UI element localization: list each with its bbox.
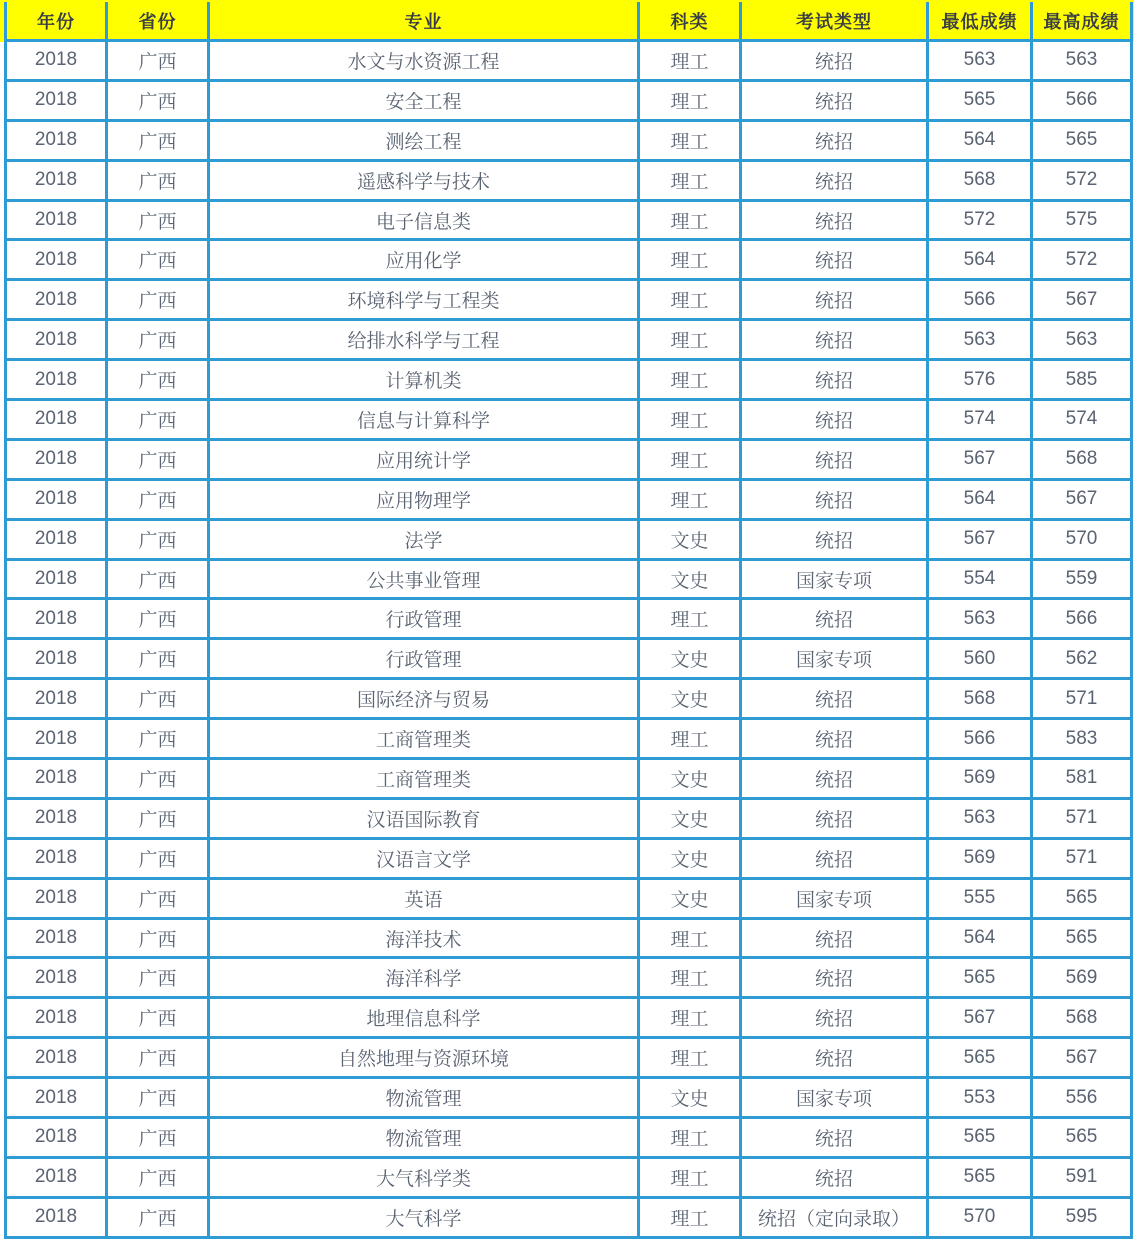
table-row	[6, 240, 1132, 280]
column-header-exam-type: 考试类型	[741, 2, 928, 41]
table-row	[6, 599, 1132, 639]
table-cell-year: 2018	[6, 360, 107, 400]
table-cell-exam-type: 统招	[741, 80, 928, 120]
table-cell-province: 广西	[107, 559, 209, 599]
table-cell-min-score: 566	[928, 280, 1032, 320]
table-cell-year: 2018	[6, 400, 107, 440]
table-cell-min-score: 566	[928, 719, 1032, 759]
table-cell-province: 广西	[107, 479, 209, 519]
table-cell-category: 文史	[639, 639, 741, 679]
table-row	[6, 639, 1132, 679]
table-cell-major: 遥感科学与技术	[209, 160, 639, 200]
table-cell-major: 大气科学	[209, 1197, 639, 1237]
table-cell-exam-type: 国家专项	[741, 559, 928, 599]
table-cell-year: 2018	[6, 160, 107, 200]
table-cell-year: 2018	[6, 200, 107, 240]
table-cell-year: 2018	[6, 918, 107, 958]
table-row	[6, 80, 1132, 120]
table-cell-category: 理工	[639, 360, 741, 400]
table-cell-min-score: 564	[928, 120, 1032, 160]
table-cell-year: 2018	[6, 280, 107, 320]
table-cell-province: 广西	[107, 958, 209, 998]
column-header-min-score: 最低成绩	[928, 2, 1032, 41]
table-cell-province: 广西	[107, 200, 209, 240]
table-cell-major: 电子信息类	[209, 200, 639, 240]
table-cell-max-score: 595	[1032, 1197, 1132, 1237]
table-cell-min-score: 563	[928, 599, 1032, 639]
table-cell-major: 应用化学	[209, 240, 639, 280]
table-cell-min-score: 560	[928, 639, 1032, 679]
table-cell-max-score: 565	[1032, 918, 1132, 958]
table-cell-year: 2018	[6, 998, 107, 1038]
table-cell-province: 广西	[107, 519, 209, 559]
table-cell-year: 2018	[6, 1157, 107, 1197]
table-cell-category: 文史	[639, 1078, 741, 1118]
table-cell-category: 理工	[639, 958, 741, 998]
table-cell-category: 理工	[639, 160, 741, 200]
table-cell-major: 汉语国际教育	[209, 798, 639, 838]
table-cell-category: 理工	[639, 439, 741, 479]
table-cell-province: 广西	[107, 320, 209, 360]
table-cell-exam-type: 统招	[741, 958, 928, 998]
table-row	[6, 759, 1132, 799]
table-cell-min-score: 570	[928, 1197, 1032, 1237]
table-cell-category: 理工	[639, 1157, 741, 1197]
table-cell-min-score: 554	[928, 559, 1032, 599]
table-cell-exam-type: 统招	[741, 519, 928, 559]
table-header	[6, 2, 1132, 41]
table-cell-province: 广西	[107, 120, 209, 160]
table-cell-category: 理工	[639, 200, 741, 240]
table-cell-exam-type: 国家专项	[741, 639, 928, 679]
table-cell-exam-type: 统招	[741, 320, 928, 360]
table-cell-province: 广西	[107, 1157, 209, 1197]
table-cell-province: 广西	[107, 798, 209, 838]
table-row	[6, 878, 1132, 918]
table-row	[6, 1197, 1132, 1237]
table-cell-min-score: 563	[928, 798, 1032, 838]
table-cell-max-score: 572	[1032, 160, 1132, 200]
table-cell-max-score: 571	[1032, 798, 1132, 838]
table-cell-province: 广西	[107, 80, 209, 120]
table-cell-province: 广西	[107, 679, 209, 719]
table-cell-major: 行政管理	[209, 639, 639, 679]
table-cell-major: 法学	[209, 519, 639, 559]
table-cell-exam-type: 统招	[741, 120, 928, 160]
table-cell-category: 理工	[639, 479, 741, 519]
table-cell-major: 物流管理	[209, 1118, 639, 1158]
table-cell-category: 理工	[639, 240, 741, 280]
table-cell-year: 2018	[6, 639, 107, 679]
table-row	[6, 1157, 1132, 1197]
table-cell-province: 广西	[107, 998, 209, 1038]
table-cell-exam-type: 统招	[741, 918, 928, 958]
table-row	[6, 998, 1132, 1038]
table-cell-exam-type: 统招（定向录取）	[741, 1197, 928, 1237]
table-cell-min-score: 574	[928, 400, 1032, 440]
table-cell-province: 广西	[107, 719, 209, 759]
table-cell-year: 2018	[6, 519, 107, 559]
table-cell-max-score: 567	[1032, 479, 1132, 519]
table-cell-year: 2018	[6, 1118, 107, 1158]
table-cell-year: 2018	[6, 599, 107, 639]
table-cell-exam-type: 统招	[741, 160, 928, 200]
table-cell-category: 理工	[639, 80, 741, 120]
table-cell-max-score: 563	[1032, 41, 1132, 81]
table-cell-min-score: 564	[928, 918, 1032, 958]
table-cell-min-score: 563	[928, 320, 1032, 360]
table-cell-max-score: 556	[1032, 1078, 1132, 1118]
table-row	[6, 280, 1132, 320]
table-cell-exam-type: 统招	[741, 1118, 928, 1158]
table-cell-major: 地理信息科学	[209, 998, 639, 1038]
table-cell-major: 英语	[209, 878, 639, 918]
table-cell-category: 理工	[639, 599, 741, 639]
table-cell-major: 计算机类	[209, 360, 639, 400]
table-cell-min-score: 564	[928, 240, 1032, 280]
table-row	[6, 360, 1132, 400]
table-cell-category: 理工	[639, 400, 741, 440]
table-cell-exam-type: 统招	[741, 479, 928, 519]
table-cell-exam-type: 统招	[741, 759, 928, 799]
table-cell-year: 2018	[6, 80, 107, 120]
table-cell-max-score: 566	[1032, 599, 1132, 639]
table-cell-exam-type: 统招	[741, 998, 928, 1038]
table-cell-year: 2018	[6, 320, 107, 360]
table-row	[6, 160, 1132, 200]
table-cell-year: 2018	[6, 1078, 107, 1118]
table-cell-min-score: 576	[928, 360, 1032, 400]
table-cell-max-score: 585	[1032, 360, 1132, 400]
table-row	[6, 519, 1132, 559]
table-cell-category: 文史	[639, 798, 741, 838]
table-cell-major: 海洋技术	[209, 918, 639, 958]
table-cell-max-score: 565	[1032, 120, 1132, 160]
table-cell-category: 理工	[639, 1038, 741, 1078]
table-cell-major: 安全工程	[209, 80, 639, 120]
table-cell-year: 2018	[6, 679, 107, 719]
table-cell-province: 广西	[107, 1118, 209, 1158]
table-cell-exam-type: 统招	[741, 240, 928, 280]
table-cell-exam-type: 统招	[741, 400, 928, 440]
table-cell-major: 工商管理类	[209, 719, 639, 759]
table-cell-min-score: 553	[928, 1078, 1032, 1118]
table-cell-exam-type: 统招	[741, 798, 928, 838]
table-cell-max-score: 571	[1032, 679, 1132, 719]
table-cell-min-score: 567	[928, 998, 1032, 1038]
table-row	[6, 719, 1132, 759]
table-cell-exam-type: 统招	[741, 200, 928, 240]
header-row	[6, 2, 1132, 41]
table-row	[6, 1078, 1132, 1118]
table-row	[6, 41, 1132, 81]
table-cell-min-score: 565	[928, 958, 1032, 998]
table-cell-min-score: 565	[928, 1038, 1032, 1078]
table-cell-major: 汉语言文学	[209, 838, 639, 878]
table-cell-exam-type: 统招	[741, 1038, 928, 1078]
table-cell-max-score: 575	[1032, 200, 1132, 240]
table-cell-min-score: 565	[928, 1118, 1032, 1158]
table-cell-year: 2018	[6, 1038, 107, 1078]
table-cell-category: 文史	[639, 679, 741, 719]
table-cell-category: 文史	[639, 759, 741, 799]
table-cell-category: 文史	[639, 519, 741, 559]
table-cell-min-score: 569	[928, 838, 1032, 878]
table-row	[6, 838, 1132, 878]
table-cell-exam-type: 统招	[741, 41, 928, 81]
table-cell-exam-type: 统招	[741, 280, 928, 320]
column-header-year: 年份	[6, 2, 107, 41]
table-cell-province: 广西	[107, 400, 209, 440]
table-cell-province: 广西	[107, 360, 209, 400]
table-cell-major: 国际经济与贸易	[209, 679, 639, 719]
table-cell-min-score: 555	[928, 878, 1032, 918]
table-cell-year: 2018	[6, 439, 107, 479]
table-cell-max-score: 568	[1032, 439, 1132, 479]
table-cell-province: 广西	[107, 1038, 209, 1078]
table-cell-major: 给排水科学与工程	[209, 320, 639, 360]
column-header-province: 省份	[107, 2, 209, 41]
table-row	[6, 958, 1132, 998]
table-cell-max-score: 574	[1032, 400, 1132, 440]
table-row	[6, 1038, 1132, 1078]
table-cell-max-score: 571	[1032, 838, 1132, 878]
table-cell-year: 2018	[6, 240, 107, 280]
table-cell-major: 测绘工程	[209, 120, 639, 160]
table-cell-min-score: 565	[928, 80, 1032, 120]
table-cell-year: 2018	[6, 120, 107, 160]
table-cell-province: 广西	[107, 838, 209, 878]
table-cell-major: 应用物理学	[209, 479, 639, 519]
table-body	[6, 41, 1132, 1238]
table-cell-max-score: 581	[1032, 759, 1132, 799]
table-cell-province: 广西	[107, 599, 209, 639]
table-row	[6, 200, 1132, 240]
table-cell-max-score: 559	[1032, 559, 1132, 599]
table-cell-province: 广西	[107, 878, 209, 918]
table-cell-category: 理工	[639, 918, 741, 958]
table-cell-province: 广西	[107, 918, 209, 958]
table-cell-year: 2018	[6, 759, 107, 799]
table-cell-min-score: 568	[928, 679, 1032, 719]
table-cell-max-score: 568	[1032, 998, 1132, 1038]
table-cell-min-score: 567	[928, 439, 1032, 479]
table-cell-category: 文史	[639, 878, 741, 918]
table-cell-min-score: 568	[928, 160, 1032, 200]
table-cell-min-score: 572	[928, 200, 1032, 240]
table-row	[6, 479, 1132, 519]
table-row	[6, 918, 1132, 958]
table-cell-max-score: 562	[1032, 639, 1132, 679]
table-cell-major: 水文与水资源工程	[209, 41, 639, 81]
table-cell-max-score: 565	[1032, 1118, 1132, 1158]
table-cell-min-score: 563	[928, 41, 1032, 81]
table-cell-max-score: 570	[1032, 519, 1132, 559]
table-cell-max-score: 591	[1032, 1157, 1132, 1197]
table-cell-exam-type: 统招	[741, 360, 928, 400]
column-header-max-score: 最高成绩	[1032, 2, 1132, 41]
table-cell-major: 物流管理	[209, 1078, 639, 1118]
table-cell-year: 2018	[6, 719, 107, 759]
table-cell-major: 信息与计算科学	[209, 400, 639, 440]
table-row	[6, 400, 1132, 440]
table-cell-year: 2018	[6, 958, 107, 998]
table-cell-max-score: 567	[1032, 1038, 1132, 1078]
table-cell-year: 2018	[6, 838, 107, 878]
table-cell-year: 2018	[6, 41, 107, 81]
table-cell-exam-type: 统招	[741, 679, 928, 719]
table-cell-major: 环境科学与工程类	[209, 280, 639, 320]
table-cell-max-score: 567	[1032, 280, 1132, 320]
table-cell-category: 理工	[639, 998, 741, 1038]
table-cell-category: 文史	[639, 838, 741, 878]
table-cell-province: 广西	[107, 1197, 209, 1237]
table-cell-province: 广西	[107, 759, 209, 799]
table-cell-major: 大气科学类	[209, 1157, 639, 1197]
table-row	[6, 439, 1132, 479]
table-cell-category: 理工	[639, 320, 741, 360]
table-row	[6, 120, 1132, 160]
table-row	[6, 679, 1132, 719]
table-cell-year: 2018	[6, 798, 107, 838]
table-row	[6, 798, 1132, 838]
table-cell-exam-type: 国家专项	[741, 1078, 928, 1118]
table-row	[6, 1118, 1132, 1158]
table-cell-exam-type: 统招	[741, 838, 928, 878]
table-cell-min-score: 564	[928, 479, 1032, 519]
table-cell-major: 海洋科学	[209, 958, 639, 998]
table-cell-exam-type: 统招	[741, 599, 928, 639]
table-cell-province: 广西	[107, 41, 209, 81]
table-cell-min-score: 565	[928, 1157, 1032, 1197]
admission-scores-table	[4, 2, 1133, 1239]
table-cell-year: 2018	[6, 559, 107, 599]
table-cell-category: 理工	[639, 1197, 741, 1237]
table-cell-province: 广西	[107, 639, 209, 679]
table-cell-category: 文史	[639, 559, 741, 599]
column-header-category: 科类	[639, 2, 741, 41]
table-cell-exam-type: 国家专项	[741, 878, 928, 918]
table-cell-year: 2018	[6, 479, 107, 519]
table-cell-max-score: 569	[1032, 958, 1132, 998]
table-cell-min-score: 567	[928, 519, 1032, 559]
table-cell-province: 广西	[107, 240, 209, 280]
table-cell-min-score: 569	[928, 759, 1032, 799]
table-cell-province: 广西	[107, 1078, 209, 1118]
table-cell-max-score: 572	[1032, 240, 1132, 280]
table-cell-major: 自然地理与资源环境	[209, 1038, 639, 1078]
table-cell-major: 应用统计学	[209, 439, 639, 479]
table-cell-major: 行政管理	[209, 599, 639, 639]
table-cell-year: 2018	[6, 878, 107, 918]
table-cell-province: 广西	[107, 439, 209, 479]
table-cell-category: 理工	[639, 1118, 741, 1158]
table-row	[6, 559, 1132, 599]
table-cell-province: 广西	[107, 280, 209, 320]
table-cell-major: 公共事业管理	[209, 559, 639, 599]
table-cell-exam-type: 统招	[741, 439, 928, 479]
table-cell-exam-type: 统招	[741, 719, 928, 759]
table-cell-category: 理工	[639, 120, 741, 160]
table-cell-max-score: 563	[1032, 320, 1132, 360]
table-cell-exam-type: 统招	[741, 1157, 928, 1197]
table-cell-max-score: 566	[1032, 80, 1132, 120]
table-cell-province: 广西	[107, 160, 209, 200]
column-header-major: 专业	[209, 2, 639, 41]
table-cell-category: 理工	[639, 280, 741, 320]
table-cell-major: 工商管理类	[209, 759, 639, 799]
table-cell-category: 理工	[639, 719, 741, 759]
table-cell-category: 理工	[639, 41, 741, 81]
table-cell-max-score: 583	[1032, 719, 1132, 759]
table-cell-year: 2018	[6, 1197, 107, 1237]
table-cell-max-score: 565	[1032, 878, 1132, 918]
table-row	[6, 320, 1132, 360]
